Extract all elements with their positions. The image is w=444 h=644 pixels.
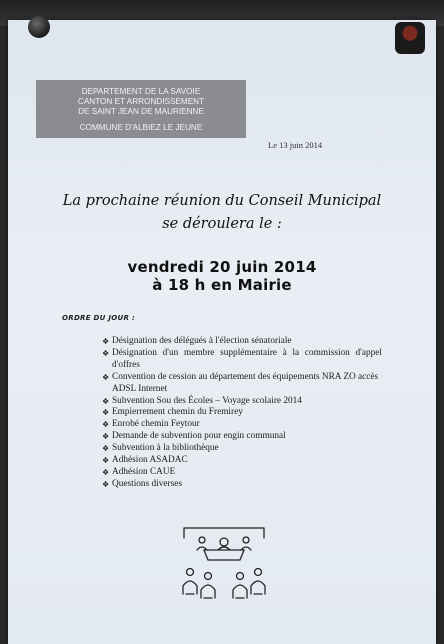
agenda-item-text: Désignation des délégués à l'élection sénatoriale — [112, 336, 292, 346]
header-line-commune: COMMUNE D'ALBIEZ LE JEUNE — [79, 122, 203, 132]
announcement-text — [20, 190, 424, 236]
notice-date: Le 13 juin 2014 — [268, 140, 323, 150]
header-line-department: DEPARTEMENT DE LA SAVOIE — [81, 87, 201, 96]
municipality-header-box — [36, 80, 246, 138]
agenda-item-text: Désignation d'un membre supplémentaire à la commission d'appel d'offres — [112, 347, 382, 370]
diamond-bullet-icon: ❖ — [102, 337, 110, 346]
list-item — [102, 372, 382, 396]
diamond-bullet-icon: ❖ — [102, 348, 110, 358]
diamond-bullet-icon: ❖ — [102, 420, 110, 430]
list-item — [102, 419, 382, 431]
agenda-item-text: Convention de cession au département des équipements NRA ZO accès ADSL Internet — [112, 371, 379, 394]
announcement-line-1: La prochaine réunion du Conseil Municipal — [62, 193, 382, 209]
diamond-bullet-icon: ❖ — [102, 432, 110, 442]
diamond-bullet-icon: ❖ — [102, 396, 110, 406]
header-line-arrondissement: DE SAINT JEAN DE MAURIENNE — [78, 107, 204, 117]
list-item — [102, 396, 382, 408]
list-item — [102, 443, 382, 455]
list-item — [102, 431, 382, 443]
diamond-bullet-icon: ❖ — [102, 372, 110, 382]
agenda-item-text: Demande de subvention pour engin communal — [112, 431, 286, 442]
list-item — [102, 479, 382, 491]
list-item — [102, 407, 382, 419]
agenda-item-text: Empierrement chemin du Fremirey — [112, 407, 243, 418]
diamond-bullet-icon: ❖ — [102, 479, 110, 489]
diamond-bullet-icon: ❖ — [102, 408, 110, 418]
diamond-bullet-icon: ❖ — [102, 456, 110, 466]
council-meeting-illustration-icon — [174, 520, 274, 600]
agenda-item-text: Adhésion ASADAC — [112, 455, 188, 466]
meeting-time-place: à 18 h en Mairie — [152, 276, 292, 294]
agenda-list — [102, 336, 382, 491]
header-line-canton: CANTON ET ARRONDISSEMENT — [77, 97, 205, 107]
diamond-bullet-icon: ❖ — [102, 467, 110, 477]
list-item — [102, 467, 382, 479]
agenda-item-text: Enrobé chemin Feytour — [112, 419, 200, 430]
meeting-date: vendredi 20 juin 2014 — [127, 258, 317, 276]
left-magnet-icon — [28, 16, 50, 38]
announcement-line-2: se déroulera le : — [162, 216, 282, 232]
agenda-item-text: Questions diverses — [112, 478, 182, 489]
agenda-item-text: Adhésion CAUE — [112, 466, 176, 477]
list-item — [102, 455, 382, 467]
list-item — [102, 336, 382, 348]
agenda-title: ORDRE DU JOUR : — [62, 314, 136, 322]
list-item — [102, 348, 382, 372]
agenda-item-text: Subvention à la bibliothèque — [112, 443, 219, 454]
meeting-datetime — [20, 258, 424, 294]
diamond-bullet-icon: ❖ — [102, 444, 110, 454]
agenda-item-text: Subvention Sou des Écoles – Voyage scolaire 2014 — [112, 395, 302, 406]
right-magnet-icon — [395, 22, 425, 54]
